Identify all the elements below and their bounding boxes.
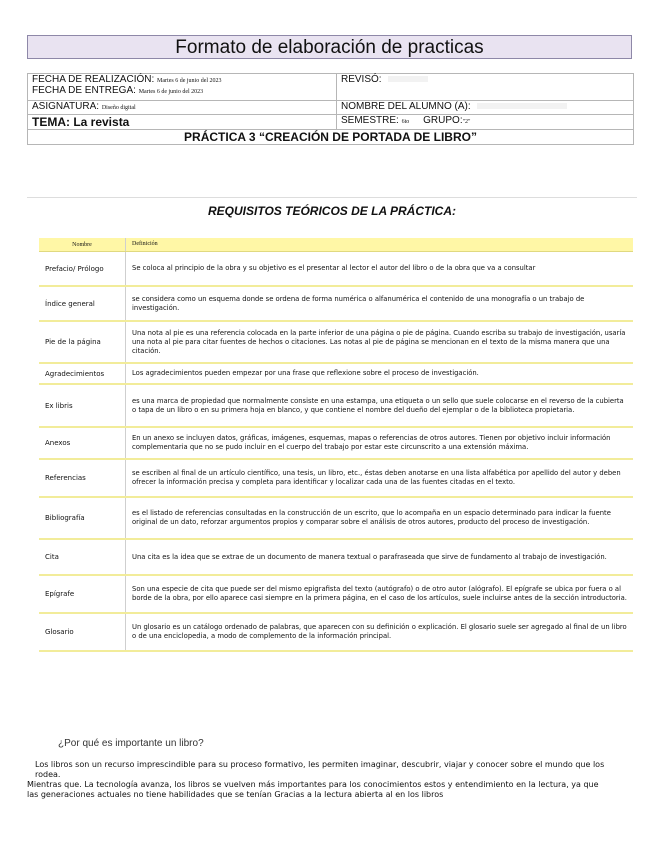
semestre-value: 6to	[401, 119, 410, 125]
requisitos-table	[39, 238, 633, 652]
table-row	[39, 575, 633, 613]
definition-cell: es el listado de referencias consultadas en la construcción de un escrito, que lo acompaña en un espacio determinado para indicar la fuente original de un dato, reforzar argumentos propios y comparar sobre el análisis de otros autores, producto del proceso de investigación.	[126, 497, 634, 539]
asignatura-value: Diseño digital	[101, 105, 136, 111]
fecha-realizacion-value: Martes 6 de junio del 2023	[157, 78, 222, 84]
practica-title: PRÁCTICA 3 “CREACIÓN DE PORTADA DE LIBRO”	[28, 130, 634, 145]
term-cell: Pie de la página	[39, 321, 126, 363]
term-cell: Epígrafe	[39, 575, 126, 613]
term-cell: Cita	[39, 539, 126, 575]
page-title: Formato de elaboración de practicas	[27, 35, 632, 59]
reviso-blank	[388, 76, 428, 82]
table-row	[39, 427, 633, 459]
term-cell: Bibliografía	[39, 497, 126, 539]
header-table	[27, 73, 634, 145]
answer-paragraph-1: Los libros son un recurso imprescindible para su proceso formativo, les permiten imaginar, descubrir, viajar y conocer sobre el mundo que los rodea.	[35, 760, 605, 779]
question-heading: ¿Por qué es importante un libro?	[58, 738, 204, 749]
table-row	[39, 321, 633, 363]
asignatura-cell	[28, 101, 337, 115]
definition-cell: En un anexo se incluyen datos, gráficas, imágenes, esquemas, mapas o referencias de otros autores. Tienen por objetivo incluir información complementaria que no se pudo incluir en el cuerpo del trabajo por estar este circunscrito a una extensión máxima.	[126, 427, 634, 459]
semestre-label: SEMESTRE:	[341, 115, 399, 126]
nombre-label: NOMBRE DEL ALUMNO (A):	[341, 101, 471, 112]
table-row	[39, 286, 633, 321]
term-cell: Agradecimientos	[39, 363, 126, 384]
definition-cell: es una marca de propiedad que normalmente consiste en una estampa, una etiqueta o un sello que suele colocarse en el reverso de la cubierta o tapa de un libro o en su primera hoja en blanco, y que contiene el nombre del dueño del ejemplar o de la biblioteca propietaria.	[126, 384, 634, 427]
definition-cell: se considera como un esquema donde se ordena de forma numérica o alfanumérica el contenido de una monografía o un trabajo de investigación.	[126, 286, 634, 321]
definition-cell: Un glosario es un catálogo ordenado de palabras, que aparecen con su definición o explicación. El glosario suele ser agregado al final de un libro o de una enciclopedia, a modo de complemento de la información principal.	[126, 613, 634, 651]
answer-paragraph-2: Mientras que. La tecnología avanza, los libros se vuelven más importantes para los conocimientos estos y entendimiento en la lectura, ya que las generaciones actuales no tiene habilidades que se tenían Gracias a la lectura abierta al en los libros	[27, 780, 599, 799]
table-row	[39, 459, 633, 497]
fecha-cell	[28, 74, 337, 101]
col-definicion: Definición	[126, 238, 634, 252]
definition-cell: Una nota al pie es una referencia colocada en la parte inferior de una página o pie de página. Cuando escriba su trabajo de investigación, usaría una nota al pie para citar fuentes de hechos o citaciones. Las notas al pie de página se mencionan en el texto de la misma manera que una citación.	[126, 321, 634, 363]
term-cell: Glosario	[39, 613, 126, 651]
reviso-label: REVISÓ:	[341, 74, 382, 85]
requisitos-header-row	[39, 238, 633, 252]
definition-cell: se escriben al final de un artículo científico, una tesis, un libro, etc., éstas deben anotarse en una lista alfabética por apellido del autor y deben ofrecer la información precisa y completa para identificar y localizar cada una de las fuentes citadas en el texto.	[126, 459, 634, 497]
fecha-entrega-value: Martes 6 de junio del 2023	[138, 89, 204, 95]
definition-cell: Una cita es la idea que se extrae de un documento de manera textual o parafraseada que sirve de fundamento al trabajo de investigación.	[126, 539, 634, 575]
grupo-label: GRUPO:	[423, 115, 463, 126]
table-row	[39, 497, 633, 539]
definition-cell: Son una especie de cita que puede ser del mismo epigrafista del texto (autógrafo) o de otro autor (alógrafo). El epígrafe se ubica por fuera o al borde de la obra, por ello aparece casi siempre en la primera página, en el caso de los artículos, suele incluirse antes de la sección introductoria.	[126, 575, 634, 613]
table-row	[39, 384, 633, 427]
fecha-realizacion-label: FECHA DE REALIZACIÓN:	[32, 74, 155, 85]
reviso-cell	[337, 74, 634, 101]
term-cell: Índice general	[39, 286, 126, 321]
table-row	[39, 539, 633, 575]
table-row	[39, 613, 633, 651]
semestre-cell	[337, 115, 634, 130]
answer-text	[27, 760, 607, 800]
term-cell: Prefacio/ Prólogo	[39, 252, 126, 287]
table-row	[39, 252, 633, 287]
col-nombre: Nombre	[39, 238, 126, 252]
nombre-blank	[477, 103, 567, 109]
nombre-cell	[337, 101, 634, 115]
table-row	[39, 363, 633, 384]
requisitos-title: REQUISITOS TEÓRICOS DE LA PRÁCTICA:	[207, 204, 456, 218]
term-cell: Ex libris	[39, 384, 126, 427]
tema-cell: TEMA: La revista	[28, 115, 337, 130]
requisitos-section	[27, 197, 637, 728]
term-cell: Referencias	[39, 459, 126, 497]
definition-cell: Los agradecimientos pueden empezar por una frase que reflexione sobre el proceso de investigación.	[126, 363, 634, 384]
fecha-entrega-label: FECHA DE ENTREGA:	[32, 85, 136, 96]
term-cell: Anexos	[39, 427, 126, 459]
asignatura-label: ASIGNATURA:	[32, 101, 100, 112]
grupo-value: "2"	[462, 119, 471, 125]
definition-cell: Se coloca al principio de la obra y su objetivo es el presentar al lector el autor del libro o de la obra que va a consultar	[126, 252, 634, 287]
